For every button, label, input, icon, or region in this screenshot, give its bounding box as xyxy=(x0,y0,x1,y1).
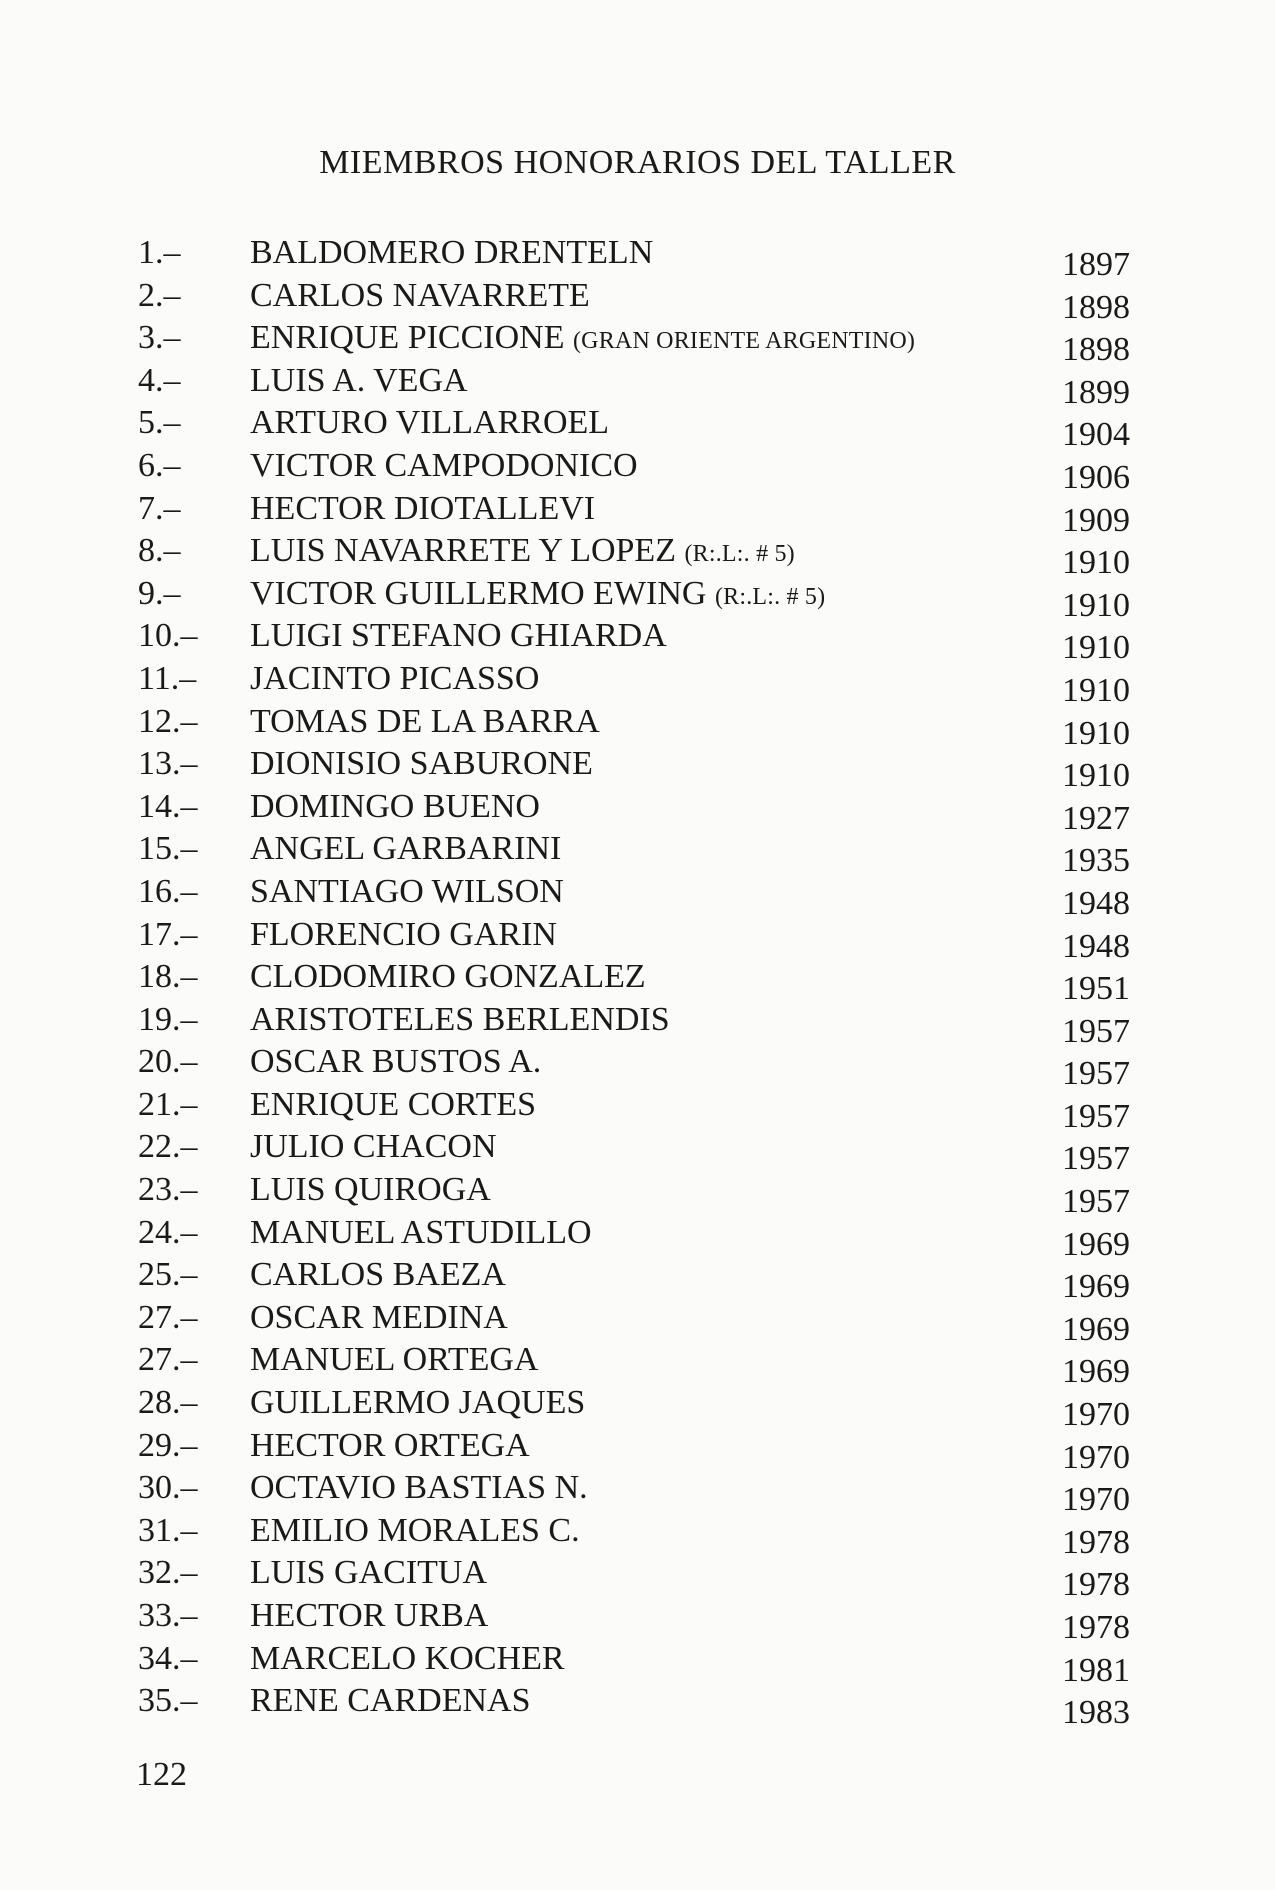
member-name-cell xyxy=(250,1042,541,1082)
list-item xyxy=(138,403,1138,454)
list-item xyxy=(138,872,1138,922)
member-number: 12.– xyxy=(138,702,198,740)
list-item xyxy=(138,1639,1138,1689)
member-number: 2.– xyxy=(138,276,181,314)
list-item xyxy=(138,1553,1138,1604)
page-title: MIEMBROS HONORARIOS DEL TALLER xyxy=(319,144,956,181)
list-item xyxy=(138,489,1138,539)
member-name: LUIS A. VEGA xyxy=(250,361,468,399)
member-number: 24.– xyxy=(138,1213,198,1251)
member-year: 1948 xyxy=(1062,884,1130,922)
member-name: CARLOS BAEZA xyxy=(250,1256,506,1294)
member-year: 1957 xyxy=(1062,1055,1130,1093)
member-name: LUIS NAVARRETE Y LOPEZ xyxy=(250,532,676,570)
member-name-cell xyxy=(250,1213,592,1253)
member-number: 35.– xyxy=(138,1682,198,1720)
member-year: 1910 xyxy=(1062,544,1130,582)
member-name: EMILIO MORALES C. xyxy=(250,1511,580,1549)
member-year: 1951 xyxy=(1062,970,1130,1008)
list-item xyxy=(138,531,1138,582)
list-item xyxy=(138,1340,1138,1391)
member-year: 1910 xyxy=(1062,671,1130,709)
member-name: VICTOR CAMPODONICO xyxy=(250,446,638,484)
member-year: 1969 xyxy=(1062,1268,1130,1306)
member-name: GUILLERMO JAQUES xyxy=(250,1384,586,1422)
member-name-cell xyxy=(250,787,540,827)
member-name-cell xyxy=(250,574,825,617)
list-item xyxy=(138,1681,1138,1732)
member-name: HECTOR URBA xyxy=(250,1597,489,1634)
list-item xyxy=(138,361,1138,411)
member-name: ARTURO VILLARROEL xyxy=(250,404,610,442)
member-name-cell xyxy=(250,1085,536,1125)
member-name: SANTIAGO WILSON xyxy=(250,872,564,910)
member-year: 1910 xyxy=(1062,629,1130,667)
member-number: 18.– xyxy=(138,958,198,996)
member-name: OSCAR BUSTOS A. xyxy=(250,1043,542,1081)
member-year: 1969 xyxy=(1062,1353,1130,1391)
list-item xyxy=(138,702,1138,752)
member-year: 1969 xyxy=(1062,1225,1130,1263)
member-year: 1981 xyxy=(1062,1651,1130,1689)
member-year: 1978 xyxy=(1062,1609,1130,1646)
member-name-cell xyxy=(250,1426,530,1466)
page-number: 122 xyxy=(136,1756,187,1793)
member-name: HECTOR ORTEGA xyxy=(250,1426,530,1464)
member-name-cell xyxy=(250,1127,497,1167)
member-name: FLORENCIO GARIN xyxy=(250,915,557,953)
member-year: 1970 xyxy=(1062,1481,1130,1519)
list-item xyxy=(138,446,1138,496)
member-name: RENE CARDENAS xyxy=(250,1682,531,1720)
member-number: 11.– xyxy=(138,659,197,697)
list-item xyxy=(138,574,1138,624)
member-name: CARLOS NAVARRETE xyxy=(250,276,590,314)
member-name-cell xyxy=(250,744,593,784)
member-year: 1927 xyxy=(1062,799,1130,837)
list-item xyxy=(138,318,1138,369)
member-number: 9.– xyxy=(138,574,181,612)
member-name: MARCELO KOCHER xyxy=(250,1639,565,1677)
member-number: 4.– xyxy=(138,361,181,399)
list-item xyxy=(138,1596,1138,1646)
member-number: 10.– xyxy=(138,617,198,655)
member-name-cell xyxy=(250,446,638,486)
member-name-cell xyxy=(250,276,590,316)
member-number: 7.– xyxy=(138,489,181,527)
member-name-cell xyxy=(250,1170,491,1210)
member-name: ENRIQUE PICCIONE xyxy=(250,319,565,357)
honorary-members-list xyxy=(138,233,1138,1732)
member-year: 1969 xyxy=(1062,1310,1130,1348)
list-item xyxy=(138,744,1138,795)
member-name: VICTOR GUILLERMO EWING xyxy=(250,574,707,612)
member-name: OCTAVIO BASTIAS N. xyxy=(250,1469,588,1507)
member-number: 22.– xyxy=(138,1128,198,1166)
member-name: ANGEL GARBARINI xyxy=(250,830,562,868)
list-item xyxy=(138,1511,1138,1561)
member-number: 25.– xyxy=(138,1256,198,1294)
member-name: DIONISIO SABURONE xyxy=(250,745,593,783)
list-item xyxy=(138,1042,1138,1093)
member-number: 8.– xyxy=(138,532,181,570)
member-name-cell xyxy=(250,318,915,361)
member-year: 1906 xyxy=(1062,458,1130,496)
member-name-cell xyxy=(250,1383,585,1423)
list-item xyxy=(138,787,1138,837)
list-item xyxy=(138,1255,1138,1306)
member-name-cell xyxy=(250,702,600,742)
member-year: 1898 xyxy=(1062,331,1130,369)
member-number: 31.– xyxy=(138,1511,198,1549)
member-number: 19.– xyxy=(138,1000,198,1038)
member-number: 23.– xyxy=(138,1171,198,1209)
member-name-cell xyxy=(250,1468,588,1508)
member-name-cell xyxy=(250,489,595,529)
member-year: 1948 xyxy=(1062,927,1130,965)
member-number: 16.– xyxy=(138,872,198,910)
member-number: 27.– xyxy=(138,1298,198,1336)
member-number: 33.– xyxy=(138,1597,198,1634)
member-year: 1910 xyxy=(1062,757,1130,795)
member-year: 1904 xyxy=(1062,416,1130,454)
member-number: 28.– xyxy=(138,1384,198,1422)
member-name-cell xyxy=(250,616,667,656)
member-name-cell xyxy=(250,872,564,912)
member-name-cell xyxy=(250,1298,508,1338)
member-name: LUIGI STEFANO GHIARDA xyxy=(250,617,667,655)
member-note: (R:.L:. # 5) xyxy=(714,583,826,610)
member-name-cell xyxy=(250,403,609,443)
member-year: 1957 xyxy=(1062,1097,1130,1135)
member-year: 1898 xyxy=(1062,288,1130,326)
member-number: 15.– xyxy=(138,830,198,868)
member-name-cell xyxy=(250,361,468,401)
member-name: ENRIQUE CORTES xyxy=(250,1085,537,1123)
member-note: (R:.L:. # 5) xyxy=(684,541,795,568)
member-name: LUIS QUIROGA xyxy=(250,1171,491,1209)
list-item xyxy=(138,659,1138,709)
member-year: 1970 xyxy=(1062,1438,1130,1476)
member-year: 1970 xyxy=(1062,1396,1130,1434)
member-name: BALDOMERO DRENTELN xyxy=(250,234,654,271)
list-item xyxy=(138,1170,1138,1221)
member-name-cell xyxy=(250,233,653,273)
member-name: MANUEL ORTEGA xyxy=(250,1341,539,1379)
member-name-cell xyxy=(250,957,646,997)
list-item xyxy=(138,1426,1138,1476)
member-number: 6.– xyxy=(138,446,181,484)
member-name: JACINTO PICASSO xyxy=(250,659,540,697)
list-item xyxy=(138,1000,1138,1050)
member-name: MANUEL ASTUDILLO xyxy=(250,1213,592,1251)
member-number: 1.– xyxy=(138,234,181,271)
member-number: 27.– xyxy=(138,1341,198,1379)
member-name-cell xyxy=(250,531,795,574)
member-number: 3.– xyxy=(138,319,181,357)
member-year: 1978 xyxy=(1062,1566,1130,1604)
member-name-cell xyxy=(250,915,557,955)
member-number: 13.– xyxy=(138,745,198,783)
list-item xyxy=(138,1468,1138,1519)
member-year: 1899 xyxy=(1062,373,1130,411)
list-item xyxy=(138,1127,1138,1178)
list-item xyxy=(138,957,1138,1008)
member-number: 20.– xyxy=(138,1043,198,1081)
member-number: 34.– xyxy=(138,1639,198,1677)
member-name: JULIO CHACON xyxy=(250,1128,497,1166)
member-number: 21.– xyxy=(138,1085,198,1123)
member-name-cell xyxy=(250,1681,531,1721)
member-name: OSCAR MEDINA xyxy=(250,1298,508,1336)
member-name-cell xyxy=(250,1596,488,1636)
member-name: HECTOR DIOTALLEVI xyxy=(250,489,596,527)
member-name-cell xyxy=(250,659,539,699)
member-note: (GRAN ORIENTE ARGENTINO) xyxy=(572,328,916,355)
member-year: 1983 xyxy=(1062,1694,1130,1732)
list-item xyxy=(138,233,1138,283)
list-item xyxy=(138,616,1138,667)
member-number: 32.– xyxy=(138,1554,198,1592)
list-item xyxy=(138,1383,1138,1434)
list-item xyxy=(138,915,1138,965)
member-name-cell xyxy=(250,1340,539,1380)
member-year: 1978 xyxy=(1062,1523,1130,1561)
member-name: CLODOMIRO GONZALEZ xyxy=(250,958,646,996)
member-year: 1935 xyxy=(1062,842,1130,880)
list-item xyxy=(138,1298,1138,1348)
member-name-cell xyxy=(250,1255,506,1295)
member-name: DOMINGO BUENO xyxy=(250,787,540,825)
member-number: 14.– xyxy=(138,787,198,825)
list-item xyxy=(138,1213,1138,1263)
member-year: 1910 xyxy=(1062,714,1130,752)
member-name-cell xyxy=(250,1553,487,1593)
member-year: 1910 xyxy=(1062,586,1130,624)
member-number: 29.– xyxy=(138,1426,198,1464)
list-item xyxy=(138,829,1138,880)
member-year: 1957 xyxy=(1062,1140,1130,1178)
member-name: TOMAS DE LA BARRA xyxy=(250,702,600,740)
member-year: 1957 xyxy=(1062,1012,1130,1050)
member-year: 1957 xyxy=(1062,1183,1130,1221)
member-year: 1897 xyxy=(1062,246,1130,283)
member-name-cell xyxy=(250,829,561,869)
member-name: LUIS GACITUA xyxy=(250,1554,488,1592)
member-number: 30.– xyxy=(138,1469,198,1507)
list-item xyxy=(138,1085,1138,1135)
member-name-cell xyxy=(250,1000,670,1040)
member-year: 1909 xyxy=(1062,501,1130,539)
member-name-cell xyxy=(250,1639,565,1679)
member-name-cell xyxy=(250,1511,580,1551)
member-number: 5.– xyxy=(138,404,181,442)
member-number: 17.– xyxy=(138,915,198,953)
member-name: ARISTOTELES BERLENDIS xyxy=(250,1000,670,1038)
list-item xyxy=(138,276,1138,326)
